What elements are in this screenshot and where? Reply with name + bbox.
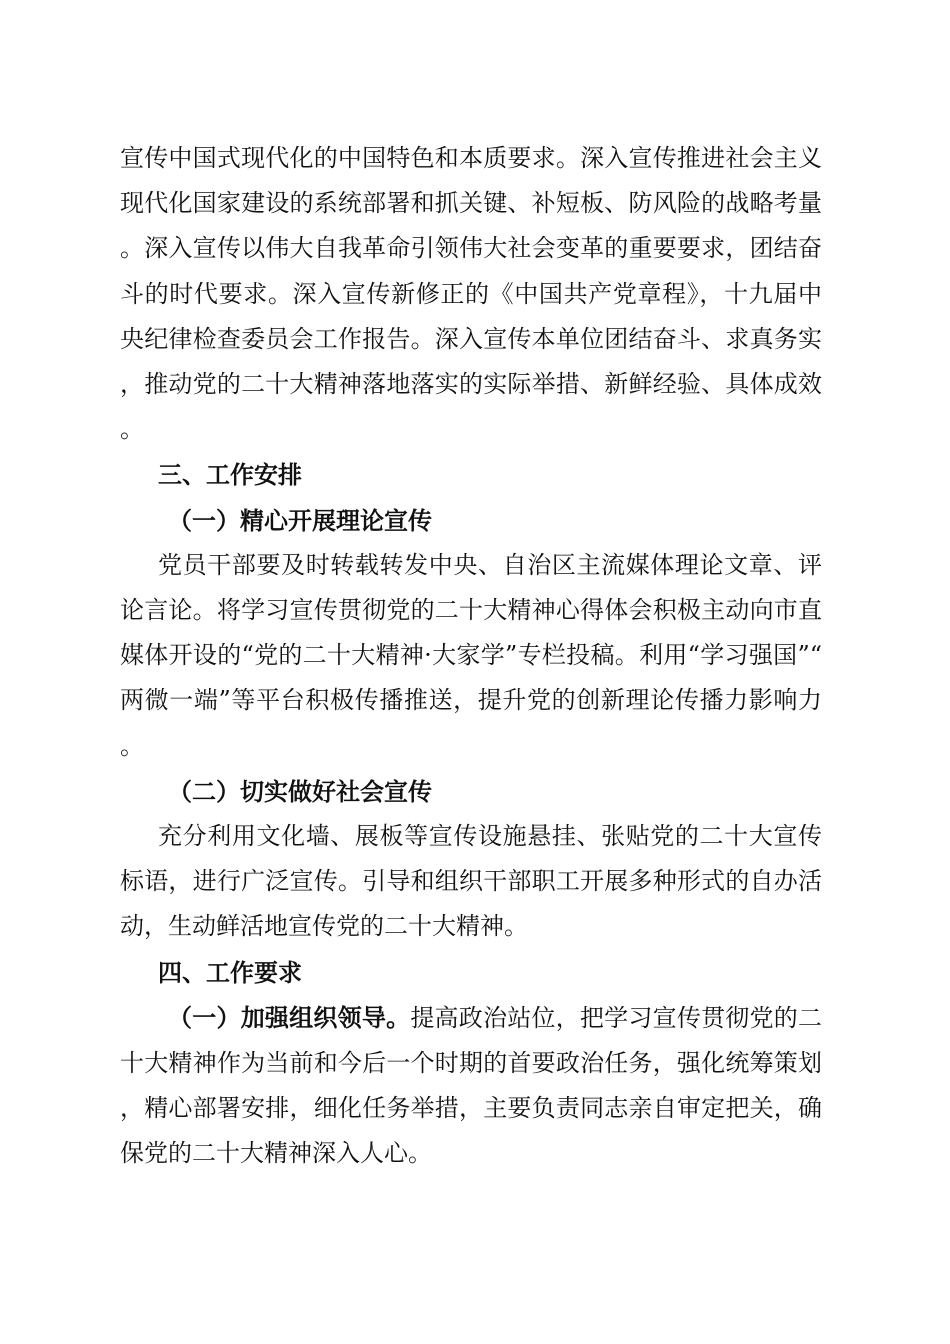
paragraph-goals-continued: 宣传中国式现代化的中国特色和本质要求。深入宣传推进社会主义现代化国家建设的系统部署和抓关键、补短板、防风险的战略考量。深入宣传以伟大自我革命引领伟大社会变革的重要要求，团结奋斗的时代要求。深入宣传新修正的《中国共产党章程》，十九届中央纪律检查委员会工作报告。深入宣传本单位团结奋斗、求真务实，推动党的二十大精神落地落实的实际举措、新鲜经验、具体成效。: [120, 144, 822, 444]
paragraph-organization-leadership: [120, 995, 822, 1177]
heading-work-arrangement: 三、工作安排: [158, 460, 302, 490]
subheading-theory-publicity: （一）精心开展理论宣传: [168, 505, 432, 535]
document-body: [120, 136, 822, 1177]
paragraph-theory-publicity: 党员干部要及时转载转发中央、自治区主流媒体理论文章、评论言论。将学习宣传贯彻党的二十大精神心得体会积极主动向市直媒体开设的“党的二十大精神·大家学”专栏投稿。利用“学习强国”“两微一端”等平台积极传播推送，提升党的创新理论传播力影响力。: [120, 550, 822, 760]
lead-organization-leadership: （一）加强组织领导。: [168, 1002, 411, 1032]
heading-work-requirements: 四、工作要求: [158, 957, 302, 987]
body-organization-leadership: 提高政治站位，把学习宣传贯彻党的二十大精神作为当前和今后一个时期的首要政治任务，强化统筹策划，精心部署安排，细化任务举措，主要负责同志亲自审定把关，确保党的二十大精神深入人心。: [120, 1003, 823, 1168]
paragraph-social-publicity: 充分利用文化墙、展板等宣传设施悬挂、张贴党的二十大宣传标语，进行广泛宣传。引导和组织干部职工开展多种形式的自办活动，生动鲜活地宣传党的二十大精神。: [120, 822, 822, 941]
subheading-social-publicity: （二）切实做好社会宣传: [168, 776, 432, 806]
